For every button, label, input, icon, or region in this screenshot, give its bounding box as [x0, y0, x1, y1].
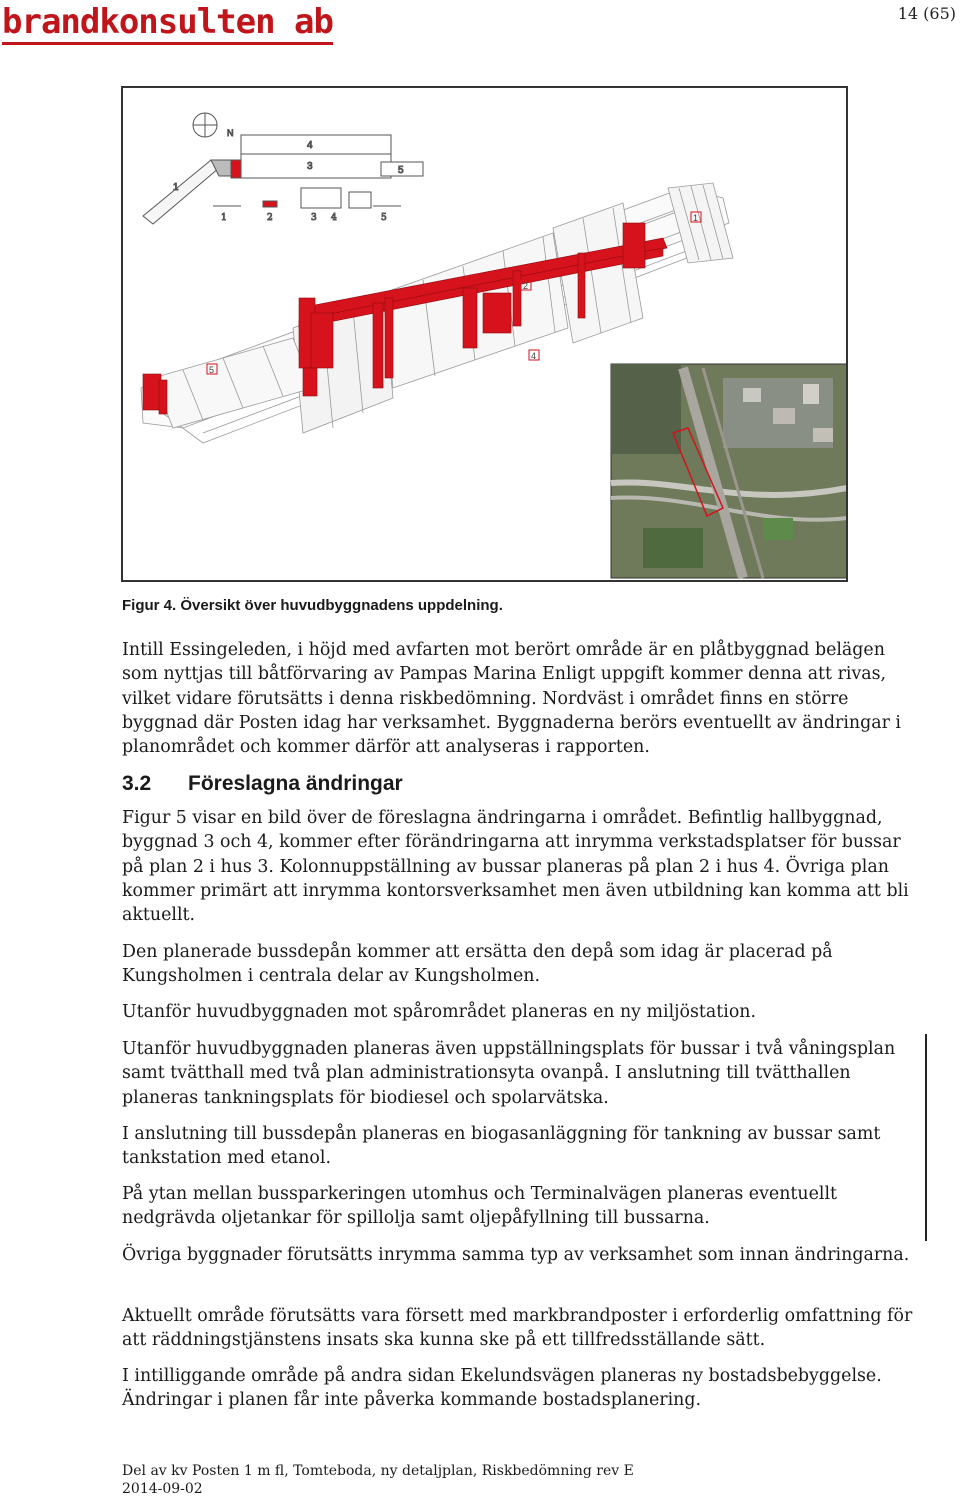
section-label: 5: [381, 213, 387, 223]
paragraph: Figur 5 visar en bild över de föreslagna ändringarna i området. Befintlig hallbyggnad, byggnad 3 och 4, kommer efter förändringarna att inrymma verkstadsplatser för bussar på plan 2 i hus 3. Kolonnuppställning av bussar planeras på plan 2 i hus 4. Övriga plan kommer primärt att inrymma kontorsverksamhet men även utbildning kan komma att bli aktuellt.: [122, 808, 909, 926]
section-label: 4: [331, 213, 337, 223]
paragraph: Den planerade bussdepån kommer att ersätta den depå som idag är placerad på Kungsholmen i centrala delar av Kungsholmen.: [122, 942, 833, 987]
paragraph: Intill Essingeleden, i höjd med avfarten mot berört område är en plåtbyggnad belägen som nyttjas till båtförvaring av Pampas Marina Enligt uppgift kommer denna att rivas, vilket vidare förutsätts i denna riskbedömning. Nordväst i området finns en större byggnad där Posten idag har verksamhet. Byggnaderna berörs eventuellt av ändringar i planområdet och kommer därför att analyseras i rapporten.: [122, 640, 901, 758]
paragraph: Aktuellt område förutsätts vara försett med markbrandposter i erforderlig omfattning för att räddningstjänstens insats ska kunna ske på ett tillfredsställande sätt.: [122, 1306, 913, 1351]
plan-label: 3: [307, 161, 313, 172]
figure-caption: Figur 4. Översikt över huvudbyggnadens uppdelning.: [122, 597, 503, 614]
paragraph: Utanför huvudbyggnaden mot spårområdet planeras en ny miljöstation.: [122, 1002, 757, 1022]
plan-building-3: [241, 135, 391, 178]
section-label: 1: [221, 213, 227, 223]
section-number: 3.2: [122, 772, 152, 795]
footer-document-title: Del av kv Posten 1 m fl, Tomteboda, ny detaljplan, Riskbedömning rev E: [122, 1463, 634, 1479]
paragraph: I anslutning till bussdepån planeras en biogasanläggning för tankning av bussar samt tankstation med etanol.: [122, 1124, 881, 1169]
model-label: 2: [523, 281, 529, 291]
plan-label: 5: [398, 165, 404, 176]
aerial-photo-inset: [611, 364, 846, 578]
footer-date: 2014-09-02: [122, 1481, 203, 1497]
section-heading: [122, 772, 403, 796]
model-label: 1: [693, 213, 699, 223]
figure-building-overview: [121, 86, 848, 582]
plan-label: 4: [307, 140, 313, 151]
plan-building-2: [231, 160, 241, 178]
plan-label: 1: [173, 182, 179, 193]
page-footer: [122, 1462, 634, 1498]
paragraph: Övriga byggnader förutsätts inrymma samma typ av verksamhet som innan ändringarna.: [122, 1245, 910, 1265]
section-label: 3: [311, 213, 317, 223]
model-label: 5: [209, 365, 215, 375]
model-label: 4: [531, 351, 537, 361]
paragraph: Utanför huvudbyggnaden planeras även uppställningsplats för bussar i två våningsplan samt tvätthall med två plan administrationsyta ovanpå. I anslutning till tvätthallen planeras tankningsplats för biodiesel och spolarvätska.: [122, 1039, 896, 1108]
revision-change-bar: [925, 1034, 927, 1241]
north-label: N: [227, 128, 234, 138]
paragraph: I intilliggande område på andra sidan Ekelundsvägen planeras ny bostadsbebyggelse. Ändringar i planen får inte påverka kommande bostadsplanering.: [122, 1366, 882, 1411]
site-plan: [143, 113, 423, 224]
page-number: 14 (65): [897, 4, 956, 23]
paragraph: På ytan mellan bussparkeringen utomhus och Terminalvägen planeras eventuellt nedgrävda oljetankar för spillolja samt oljepåfyllning till bussarna.: [122, 1184, 837, 1229]
company-logo: brandkonsulten ab: [2, 2, 333, 45]
section-title: Föreslagna ändringar: [188, 772, 403, 795]
building-diagram: [123, 88, 846, 580]
plan-building-1: [143, 160, 219, 224]
section-label: 2: [267, 213, 273, 223]
